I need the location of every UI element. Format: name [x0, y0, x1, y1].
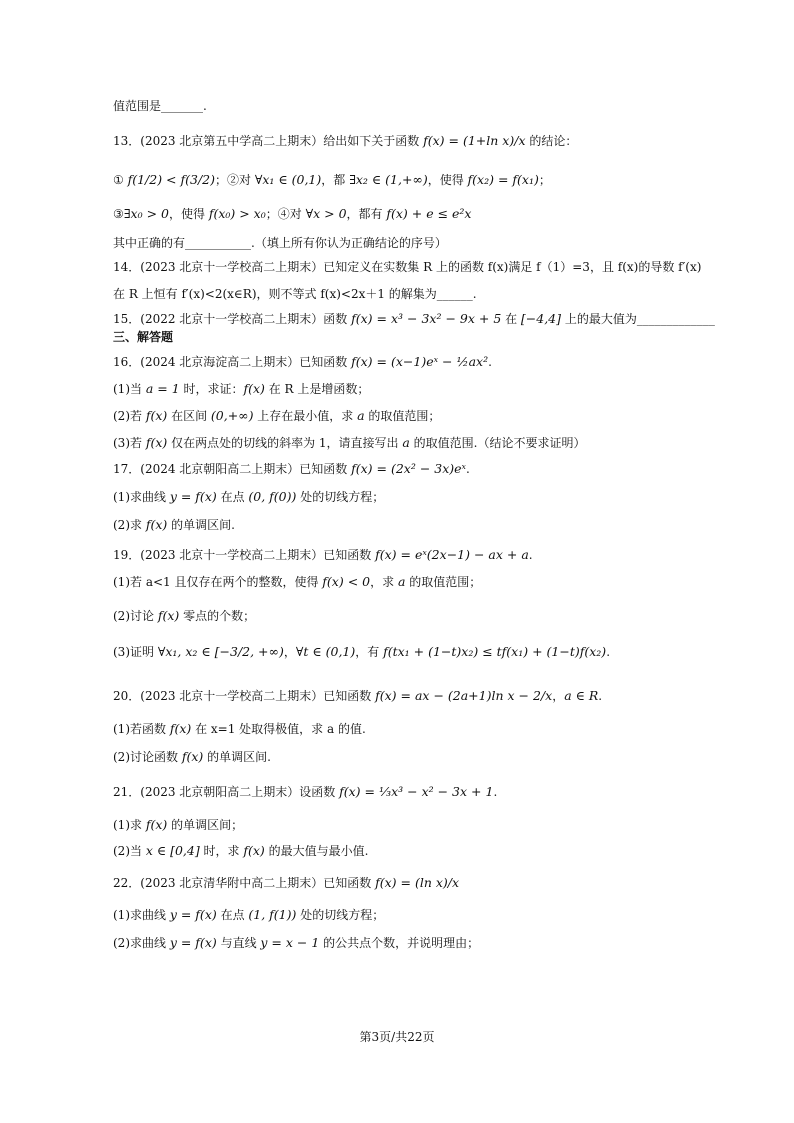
math-expression: ∀t ∈ (0,1): [295, 644, 356, 659]
text-run: ，使得: [168, 207, 209, 221]
text-line: [113, 235, 734, 251]
text-run: 13．(2023 北京第五中学高二上期末）给出如下关于函数: [113, 134, 424, 148]
text-run: (3)证明: [113, 645, 158, 659]
text-run: ；④对: [265, 207, 306, 221]
text-line: [113, 206, 734, 222]
text-line: [113, 354, 734, 370]
text-run: 在点: [216, 490, 249, 504]
math-expression: (1, f(1)): [248, 907, 297, 922]
text-run: 在区间: [167, 409, 211, 423]
text-run: ；: [538, 173, 551, 187]
text-run: (1)若 a<1 且仅存在两个的整数，使得: [113, 575, 323, 589]
math-expression: ∀x₁ ∈ (0,1): [254, 172, 322, 187]
text-run: 的单调区间.: [167, 518, 235, 532]
text-run: .: [493, 785, 498, 799]
math-expression: f(x) < 0: [322, 574, 371, 589]
text-run: ，: [552, 689, 565, 703]
math-expression: f(x): [145, 517, 168, 532]
text-run: 上存在最小值，求: [253, 409, 358, 423]
math-expression: [−4,4]: [520, 311, 562, 326]
text-run: 在点: [216, 908, 249, 922]
text-run: 处的切线方程；: [296, 908, 385, 922]
math-expression: (0, f(0)): [248, 489, 297, 504]
math-expression: f(x) = (1+ln x)/x: [423, 133, 526, 148]
text-run: 的取值范围；: [405, 575, 482, 589]
text-line: [113, 259, 734, 275]
text-run: (2)若: [113, 409, 146, 423]
section-heading: [113, 329, 734, 345]
text-line: [113, 435, 734, 451]
text-run: 零点的个数；: [179, 609, 256, 623]
text-run: ③: [113, 207, 124, 221]
text-run: .: [488, 355, 492, 369]
text-run: 在 R 上恒有 f′(x)<2(x∈R)，则不等式 f(x)<2x＋1 的解集为______.: [113, 287, 477, 301]
math-expression: f(x): [243, 381, 265, 396]
page-footer: 第3页/共22页: [359, 1030, 435, 1044]
text-run: ，求: [370, 575, 398, 589]
text-run: 19．(2023 北京十一学校高二上期末）已知函数: [113, 548, 376, 562]
math-expression: f(x): [157, 608, 180, 623]
text-run: 17．(2024 北京朝阳高二上期末）已知函数: [113, 462, 352, 476]
text-line: [113, 574, 734, 590]
text-run: (1)求: [113, 818, 146, 832]
text-run: ①: [113, 173, 128, 187]
text-line: [113, 133, 734, 149]
math-expression: y = f(x): [169, 489, 217, 504]
text-run: 16．(2024 北京海淀高二上期末）已知函数: [113, 355, 352, 369]
text-run: 14．(2023 北京十一学校高二上期末）已知定义在实数集 R 上的函数 f(x)满足 f（1）=3，且 f(x)的导数 f′(x): [113, 260, 702, 274]
text-run: 20．(2023 北京十一学校高二上期末）已知函数: [113, 689, 376, 703]
text-line: [113, 935, 734, 951]
math-expression: f(x): [243, 843, 265, 858]
text-line: [113, 489, 734, 505]
text-run: .: [606, 645, 611, 659]
math-expression: x ∈ [0,4]: [145, 843, 200, 858]
text-line: [113, 461, 734, 477]
text-run: 15．(2022 北京十一学校高二上期末）函数: [113, 312, 352, 326]
text-line: [113, 172, 734, 188]
text-run: 的最大值与最小值.: [264, 844, 369, 858]
math-expression: f(x) + e ≤ e²x: [386, 206, 472, 221]
text-line: [113, 98, 734, 114]
text-run: 21．(2023 北京朝阳高二上期末）设函数: [113, 785, 340, 799]
math-expression: f(x₀) > x₀: [208, 206, 266, 221]
text-run: 值范围是_______.: [113, 99, 207, 113]
text-run: 时，求证：: [179, 382, 244, 396]
math-expression: f(tx₁ + (1−t)x₂) ≤ tf(x₁) + (1−t)f(x₂): [383, 644, 607, 659]
text-run: 的取值范围.（结论不要求证明）: [409, 436, 586, 450]
text-run: 的单调区间.: [203, 750, 271, 764]
text-run: 其中正确的有___________.（填上所有你认为正确结论的序号）: [113, 236, 447, 250]
text-line: [113, 608, 734, 624]
math-expression: y = f(x): [169, 935, 217, 950]
math-expression: (0,+∞): [210, 408, 254, 423]
text-run: ，使得: [427, 173, 468, 187]
text-line: [113, 721, 734, 737]
text-line: [113, 688, 734, 704]
text-line: [113, 644, 734, 660]
math-expression: a: [357, 408, 365, 423]
text-run: .: [466, 462, 470, 476]
text-run: ，都有: [346, 207, 387, 221]
text-run: ，有: [355, 645, 384, 659]
math-expression: f(x₂) = f(x₁): [467, 172, 539, 187]
text-run: 与直线: [216, 936, 261, 950]
text-line: [113, 517, 734, 533]
math-expression: ∀x₁, x₂ ∈ [−3/2, +∞): [157, 644, 284, 659]
text-run: (3)若: [113, 436, 146, 450]
math-expression: f(1/2) < f(3/2): [127, 172, 215, 187]
text-run: (2)当: [113, 844, 146, 858]
text-line: [113, 311, 734, 327]
text-run: 22．(2023 北京清华附中高二上期末）已知函数: [113, 876, 376, 890]
text-run: (1)当: [113, 382, 146, 396]
text-run: .: [598, 689, 603, 703]
text-run: 在 R 上是增函数；: [264, 382, 370, 396]
math-expression: a: [402, 435, 410, 450]
math-expression: ∃x₀ > 0: [123, 206, 169, 221]
text-run: 的结论：: [525, 134, 578, 148]
text-run: 在 x=1 处取得极值，求 a 的值.: [191, 722, 366, 736]
text-run: 处的切线方程；: [296, 490, 385, 504]
math-expression: f(x) = ⅓x³ − x² − 3x + 1: [339, 784, 494, 799]
math-expression: f(x) = ax − (2a+1)ln x − 2/x: [375, 688, 553, 703]
math-expression: ∀x > 0: [305, 206, 347, 221]
math-expression: f(x): [145, 435, 168, 450]
text-line: [113, 907, 734, 923]
text-run: (1)求曲线: [113, 908, 170, 922]
text-run: 上的最大值为_____________: [561, 312, 715, 326]
text-line: [113, 408, 734, 424]
text-run: 的公共点个数，并说明理由；: [319, 936, 480, 950]
text-run: (2)讨论: [113, 609, 158, 623]
text-run: 的取值范围；: [364, 409, 441, 423]
text-run: ，: [283, 645, 296, 659]
text-line: [113, 875, 734, 891]
math-expression: f(x): [181, 749, 204, 764]
math-expression: f(x) = (ln x)/x: [375, 875, 460, 890]
math-expression: a ∈ R: [564, 688, 599, 703]
text-line: [113, 381, 734, 397]
text-line: [113, 843, 734, 859]
text-run: 在: [501, 312, 521, 326]
math-expression: ∃x₂ ∈ (1,+∞): [349, 172, 428, 187]
math-expression: f(x) = (x−1)eˣ − ½ax²: [351, 354, 489, 369]
text-run: 三、解答题: [113, 330, 174, 344]
text-run: (1)若函数: [113, 722, 170, 736]
math-expression: f(x) = (2x² − 3x)eˣ: [351, 461, 466, 476]
text-run: (1)求曲线: [113, 490, 170, 504]
math-expression: f(x): [145, 817, 168, 832]
text-run: (2)讨论函数: [113, 750, 182, 764]
math-expression: a = 1: [145, 381, 180, 396]
math-expression: y = f(x): [169, 907, 217, 922]
text-line: [113, 817, 734, 833]
text-line: [113, 784, 734, 800]
math-expression: f(x): [169, 721, 192, 736]
math-expression: f(x): [145, 408, 168, 423]
text-line: [113, 749, 734, 765]
math-expression: a: [397, 574, 406, 589]
text-run: ；②对: [215, 173, 255, 187]
text-run: 的单调区间；: [167, 818, 244, 832]
text-line: [113, 286, 734, 302]
math-expression: f(x) = x³ − 3x² − 9x + 5: [351, 311, 502, 326]
math-expression: y = x − 1: [260, 935, 320, 950]
text-run: 时，求: [199, 844, 244, 858]
text-line: [113, 547, 734, 563]
text-run: (2)求: [113, 518, 146, 532]
text-run: 仅在两点处的切线的斜率为 1，请直接写出: [167, 436, 403, 450]
math-expression: f(x) = eˣ(2x−1) − ax + a: [375, 547, 529, 562]
text-run: .: [528, 548, 533, 562]
text-run: ，都: [321, 173, 350, 187]
text-run: (2)求曲线: [113, 936, 170, 950]
